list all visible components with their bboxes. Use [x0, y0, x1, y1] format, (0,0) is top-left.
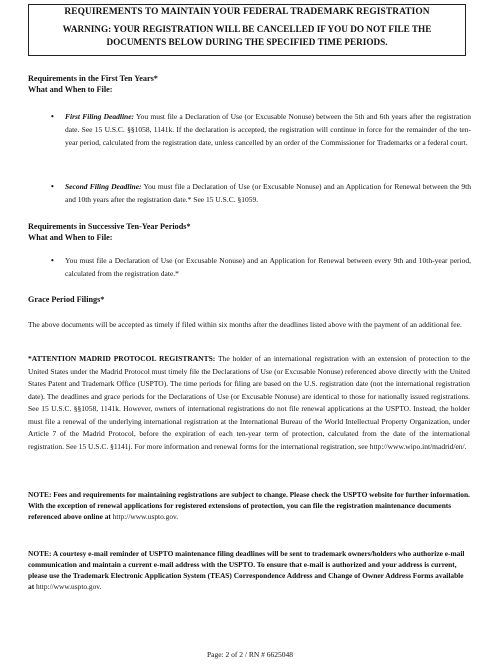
grace-period-heading: Grace Period Filings* — [28, 295, 105, 304]
madrid-paragraph — [28, 353, 470, 453]
bullet-icon: • — [51, 256, 54, 265]
uspto-link[interactable]: http://www.uspto.gov. — [36, 582, 102, 591]
item-text: You must file a Declaration of Use (or Excusable Nonuse) and an Application for Renewal between the 9th and 10th years after the registration date.* See 15 U.S.C. §1059. — [65, 182, 471, 204]
note-email — [28, 548, 470, 592]
item-label: First Filing Deadline: — [65, 112, 135, 121]
section-heading: Requirements in Successive Ten-Year Periods* — [28, 222, 191, 231]
bullet-icon: • — [51, 182, 54, 191]
note-text: NOTE: A courtesy e-mail reminder of USPTO maintenance filing deadlines will be sent to trademark owners/holders who authorize e-mail communication and maintain a current e-mail address with the USPTO. To ensure that e-mail is authorized and your address is current, please use the Trademark Electronic Application System (TEAS) Correspondence Address and Change of Owner Address Forms available at — [28, 549, 465, 591]
item-text: You must file a Declaration of Use (or Excusable Nonuse) between the 5th and 6th years after the registration date. See 15 U.S.C. §§1058, 1141k. If the declaration is accepted, the registration will continue in force for the remainder of the ten-year period, calculated from the registration date, unless cancelled by an order of the Commissioner for Trademarks or a federal court. — [65, 112, 471, 147]
first-filing-item — [65, 110, 471, 149]
section-heading: Requirements in the First Ten Years* — [28, 74, 158, 83]
section-subheading: What and When to File: — [28, 85, 113, 94]
header-warning: WARNING: YOUR REGISTRATION WILL BE CANCELLED IF YOU DO NOT FILE THE DOCUMENTS BELOW DURING THE SPECIFIED TIME PERIODS. — [62, 24, 432, 47]
grace-period-text: The above documents will be accepted as timely if filed within six months after the deadlines listed above with the payment of an additional fee. — [28, 320, 462, 329]
item-label: Second Filing Deadline: — [65, 182, 142, 191]
page-footer: Page: 2 of 2 / RN # 6625048 — [206, 650, 294, 659]
madrid-label: *ATTENTION MADRID PROTOCOL REGISTRANTS: — [28, 354, 216, 363]
successive-item: You must file a Declaration of Use (or Excusable Nonuse) and an Application for Renewal between every 9th and 10th-year period, calculated from the registration date.* — [65, 256, 471, 278]
uspto-link[interactable]: http://www.uspto.gov. — [112, 512, 179, 521]
section-successive-periods — [28, 221, 468, 243]
second-filing-item — [65, 180, 471, 206]
bullet-icon: • — [51, 112, 54, 121]
section-subheading: What and When to File: — [28, 233, 113, 242]
madrid-text: The holder of an international registration with an extension of protection to the United States under the Madrid Protocol must timely file the Declarations of Use (or Excusable Nonuse) referenced above directly with the United States Patent and Trademark Office (USPTO). The time periods for filing are based on the U.S. registration date (not the international registration date). The deadlines and grace periods for the Declarations of Use (or Excusable Nonuse) are identical to those for nationally issued registrations. See 15 U.S.C. §§1058, 1141k. However, owners of international registrations do not file renewal applications at the USPTO. Instead, the holder must file a renewal of the underlying international registration at the International Bureau of the World Intellectual Property Organization, under Article 7 of the Madrid Protocol, before the expiration of each ten-year term of protection, calculated from the date of the international registration. See 15 U.S.C. §1141j. For more information and renewal forms for the international registration, see http://www.wipo.int/madrid/en/. — [28, 354, 470, 451]
section-first-ten-years — [28, 73, 468, 95]
note-fees — [28, 489, 470, 522]
note-text: NOTE: Fees and requirements for maintaining registrations are subject to change. Please check the USPTO website for further information. With the exception of renewal applications for registered extensions of protection, you can file the registration maintenance documents referenced above online at — [28, 490, 470, 521]
header-box — [28, 4, 466, 56]
header-title: REQUIREMENTS TO MAINTAIN YOUR FEDERAL TRADEMARK REGISTRATION — [64, 7, 430, 17]
